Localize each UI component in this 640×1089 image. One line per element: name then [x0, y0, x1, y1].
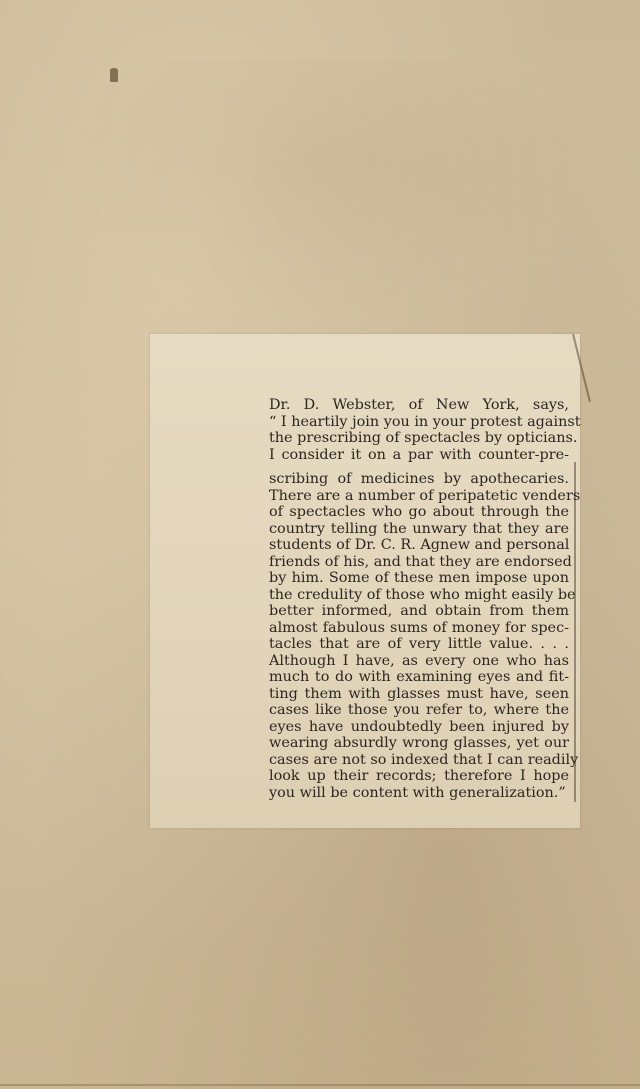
bleed-through-area [60, 60, 580, 320]
text-line: country telling the unwary that they are [269, 520, 569, 537]
text-line: by him. Some of these men impose upon [269, 570, 569, 586]
text-line: cases like those you refer to, where the [269, 702, 569, 718]
text-line: cases are not so indexed that I can readily [269, 751, 579, 768]
text-line: wearing absurdly wrong glasses, yet our [269, 735, 569, 751]
clipping-text [269, 397, 581, 801]
text-line: ting them with glasses must have, seen [269, 685, 569, 702]
text-line: better informed, and obtain from them [269, 603, 569, 619]
text-line: of spectacles who go about through the [269, 504, 569, 520]
text-line: I consider it on a par with counter-pre- [269, 446, 569, 463]
text-line: Although I have, as every one who has [269, 652, 569, 669]
ink-mark [110, 68, 118, 82]
text-line: “ I heartily join you in your protest against [269, 413, 581, 430]
text-line: scribing of medicines by apothecaries. [269, 471, 569, 487]
text-line: tacles that are of very little value. . . . [269, 636, 569, 652]
text-line: There are a number of peripatetic venders [269, 487, 581, 504]
text-line: almost fabulous sums of money for spec- [269, 619, 569, 636]
clipping-edge-line [574, 462, 576, 802]
text-line: eyes have undoubtedly been injured by [269, 718, 569, 735]
column-break [269, 463, 569, 471]
text-line: you will be content with generalization.” [269, 784, 566, 801]
text-line: the prescribing of spectacles by opticians. [269, 430, 578, 446]
text-line: Dr. D. Webster, of New York, says, [269, 397, 569, 413]
text-line: friends of his, and that they are endorsed [269, 553, 572, 570]
text-line: much to do with examining eyes and fit- [269, 669, 569, 685]
text-line: look up their records; therefore I hope [269, 768, 569, 784]
text-line: the credulity of those who might easily be [269, 586, 576, 603]
text-line: students of Dr. C. R. Agnew and personal [269, 537, 570, 553]
page-bottom-edge [0, 1084, 640, 1086]
